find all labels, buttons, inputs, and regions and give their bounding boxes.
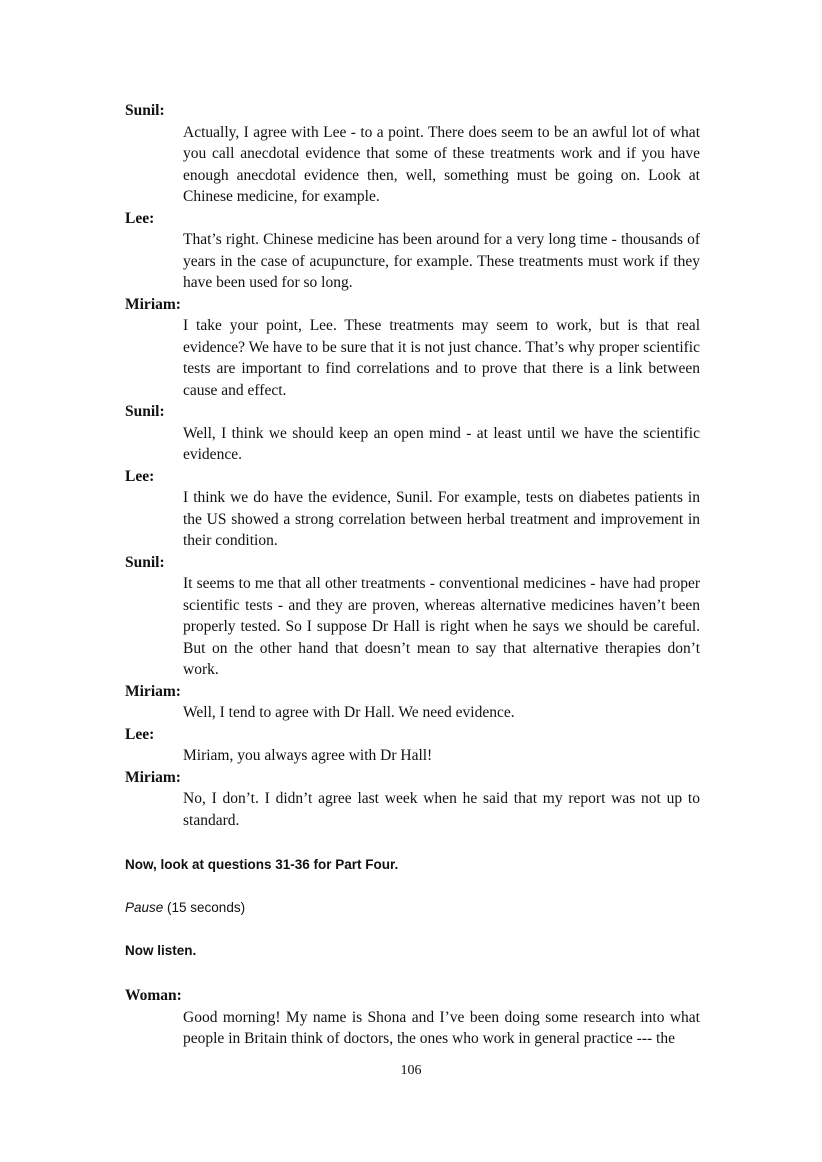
instruction-now-listen: Now listen. <box>125 943 197 958</box>
speech-text: I think we do have the evidence, Sunil. For example, tests on diabetes patients in the US showed a strong correlation between herbal treatment and improvement in their condition. <box>183 489 700 549</box>
speaker-name: Lee: <box>125 209 155 227</box>
speech-text: Miriam, you always agree with Dr Hall! <box>183 747 433 764</box>
speaker-name: Lee: <box>125 467 155 485</box>
speaker-name: Miriam: <box>125 682 181 700</box>
dialogue-entry <box>125 208 700 294</box>
speech-text: No, I don’t. I didn’t agree last week when he said that my report was not up to standard. <box>183 790 700 829</box>
speech-text: I take your point, Lee. These treatments may seem to work, but is that real evidence? We have to be sure that it is not just chance. That’s why proper scientific tests are important to find correlations and to prove that there is a link between cause and effect. <box>183 317 700 399</box>
speaker-name: Miriam: <box>125 295 181 313</box>
speaker-name: Miriam: <box>125 768 181 786</box>
dialogue-entry <box>125 401 700 466</box>
speaker-name: Sunil: <box>125 403 165 420</box>
speech-text: Well, I think we should keep an open mind - at least until we have the scientific evidence. <box>183 424 700 463</box>
dialogue-entry <box>125 724 700 767</box>
dialogue-entry <box>125 294 700 402</box>
dialogue-entry <box>125 552 700 681</box>
dialogue-entry <box>125 100 700 208</box>
speaker-name: Sunil: <box>125 553 165 571</box>
pause-word: Pause <box>125 900 164 915</box>
instruction-look-at-questions: Now, look at questions 31-36 for Part Four. <box>125 857 399 872</box>
speaker-name: Sunil: <box>125 102 165 119</box>
speech-text: Well, I tend to agree with Dr Hall. We need evidence. <box>183 704 515 721</box>
dialogue-entry-woman <box>125 985 700 1050</box>
speech-text: That’s right. Chinese medicine has been around for a very long time - thousands of years in the case of acupuncture, for example. These treatments must work if they have been used for so long. <box>183 231 700 291</box>
pause-duration: (15 seconds) <box>163 900 246 915</box>
page-number: 106 <box>400 1063 422 1078</box>
dialogue-entry <box>125 466 700 552</box>
speech-text: Actually, I agree with Lee - to a point. There does seem to be an awful lot of what you call anecdotal evidence that some of these treatments work and if you have enough anecdotal evidence then, well, something must be going on. Look at Chinese medicine, for example. <box>183 123 700 205</box>
speech-text: Good morning! My name is Shona and I’ve been doing some research into what people in Britain think of doctors, the ones who work in general practice --- the <box>183 1008 700 1047</box>
dialogue-entry <box>125 767 700 832</box>
speech-text: It seems to me that all other treatments - conventional medicines - have had proper scientific tests - and they are proven, whereas alternative medicines haven’t been properly tested. So I suppose Dr Hall is right when he says we should be careful. But on the other hand that doesn’t mean to say that alternative therapies don’t work. <box>183 575 700 678</box>
dialogue-entry <box>125 681 700 724</box>
speaker-name: Woman: <box>125 987 182 1004</box>
instruction-pause <box>125 899 245 917</box>
speaker-name: Lee: <box>125 725 155 743</box>
dialogue-transcript <box>125 100 700 831</box>
